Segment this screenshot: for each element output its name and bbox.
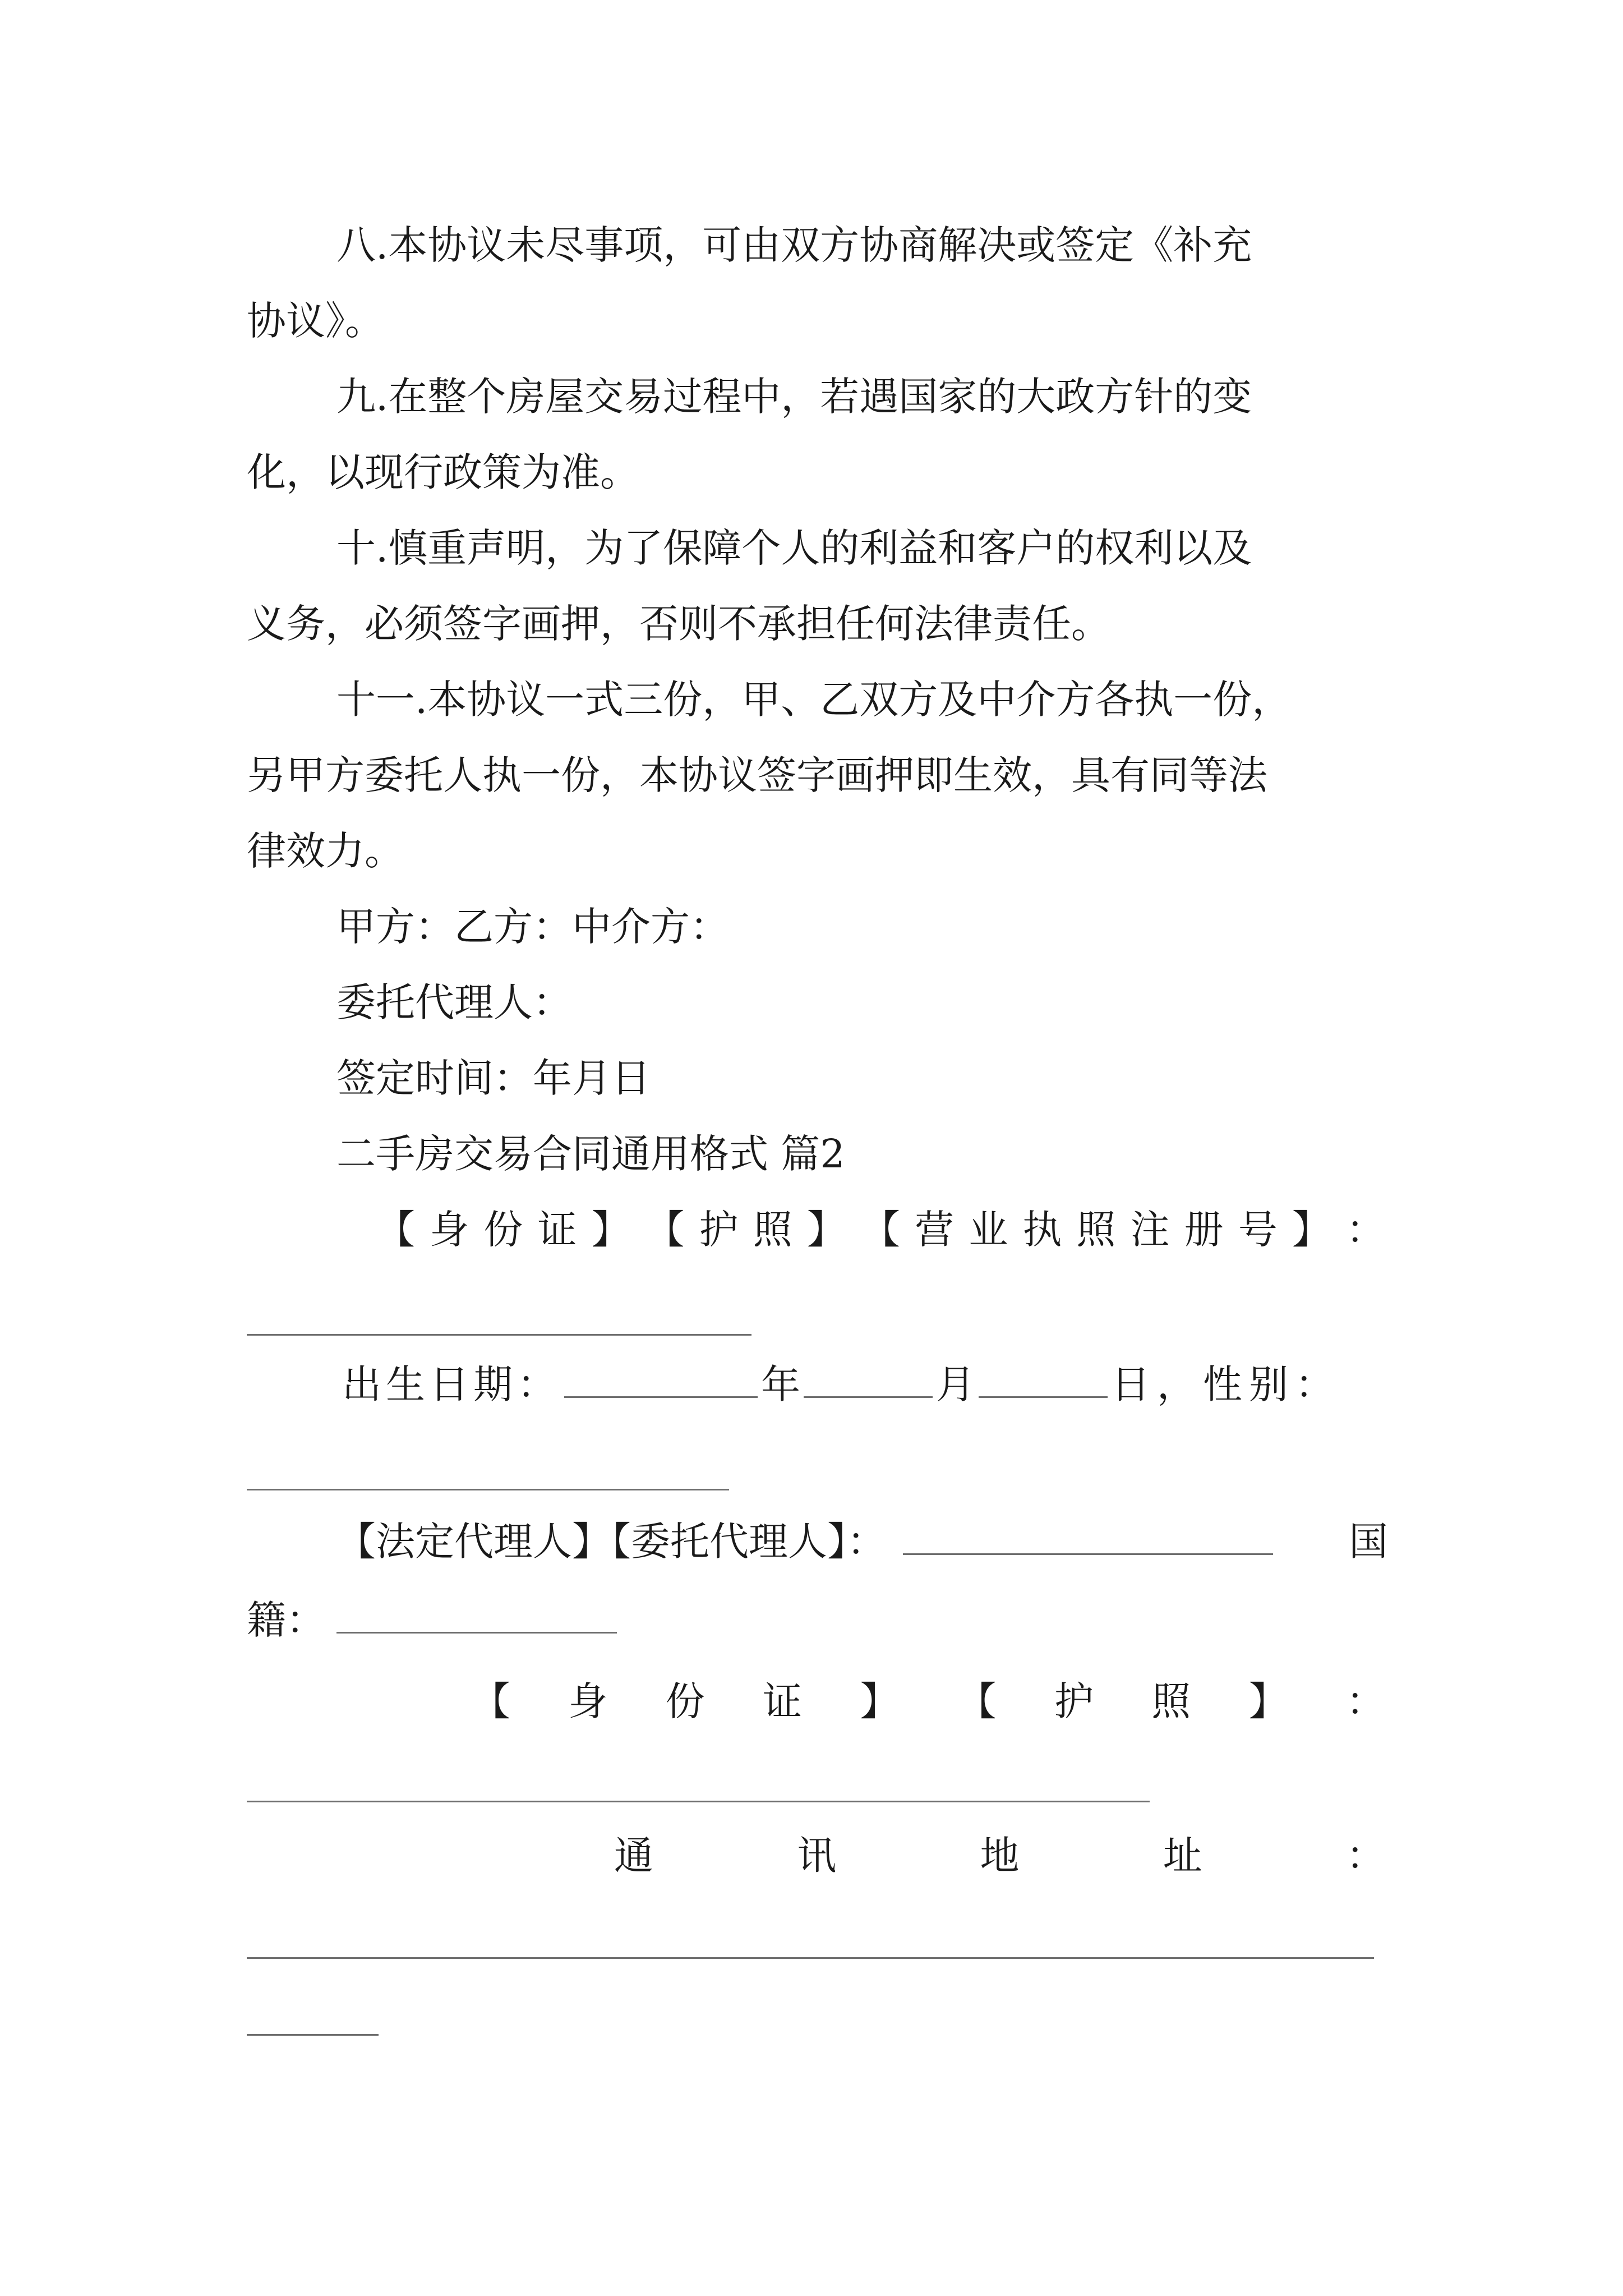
gender-blank bbox=[247, 1489, 729, 1490]
char: 号 bbox=[1238, 1207, 1278, 1253]
char: 份 bbox=[483, 1207, 523, 1253]
clause-10-line-1: 十.慎重声明，为了保障个人的利益和客户的权利以及 bbox=[336, 525, 1252, 571]
char: 址 bbox=[1163, 1833, 1202, 1879]
char: 身 bbox=[430, 1207, 469, 1253]
agent-name-blank bbox=[903, 1514, 1273, 1555]
char: 执 bbox=[1022, 1207, 1062, 1253]
char: 证 bbox=[762, 1678, 802, 1724]
char: 份 bbox=[665, 1678, 705, 1724]
id-document-row-2 bbox=[471, 1673, 1385, 1729]
clause-8-line-2: 协议》。 bbox=[247, 298, 384, 344]
birth-year-blank bbox=[564, 1357, 758, 1398]
char: 注 bbox=[1130, 1207, 1170, 1253]
char: 护 bbox=[699, 1207, 739, 1253]
char: 册 bbox=[1184, 1207, 1224, 1253]
char: 照 bbox=[1076, 1207, 1116, 1253]
clause-11-line-2: 另甲方委托人执一份，本协议签字画押即生效，具有同等法 bbox=[247, 752, 1267, 798]
nationality-row bbox=[0, 1592, 1623, 1648]
clause-9-line-2: 化，以现行政策为准。 bbox=[247, 449, 639, 495]
bracket: 【 bbox=[471, 1678, 510, 1724]
char: 身 bbox=[568, 1678, 608, 1724]
char: 照 bbox=[753, 1207, 792, 1253]
colon: ： bbox=[1345, 1678, 1385, 1724]
bracket: 】 bbox=[806, 1207, 846, 1253]
clause-11-line-1: 十一.本协议一式三份，甲、乙双方及中介方各执一份， bbox=[336, 677, 1292, 723]
birth-month-label: 月 bbox=[936, 1361, 975, 1407]
char: 证 bbox=[537, 1207, 577, 1253]
id-number-blank-2 bbox=[247, 1801, 1150, 1802]
birth-day-blank bbox=[979, 1357, 1108, 1398]
bracket: 】 bbox=[1292, 1207, 1331, 1253]
birth-year-label: 年 bbox=[761, 1361, 800, 1407]
char: 营 bbox=[915, 1207, 955, 1253]
address-row bbox=[614, 1828, 1385, 1884]
address-blank-line-1 bbox=[247, 1957, 1374, 1959]
char: 地 bbox=[980, 1833, 1020, 1879]
nationality-blank bbox=[336, 1593, 617, 1634]
birth-date-row bbox=[342, 1356, 1385, 1412]
nationality-label: 籍： bbox=[247, 1597, 325, 1643]
bracket: 【 bbox=[645, 1207, 685, 1253]
bracket: 【 bbox=[957, 1678, 997, 1724]
birth-label: 出生日期： bbox=[342, 1361, 561, 1407]
signature-agent: 委托代理人： bbox=[336, 979, 572, 1025]
clause-11-line-3: 律效力。 bbox=[247, 828, 404, 874]
colon: ： bbox=[1345, 1207, 1385, 1253]
bracket: 【 bbox=[860, 1207, 900, 1253]
char: 护 bbox=[1054, 1678, 1094, 1724]
clause-8-line-1: 八.本协议未尽事项，可由双方协商解决或签定《补充 bbox=[336, 222, 1252, 268]
signature-parties: 甲方：乙方：中介方： bbox=[336, 904, 729, 950]
id-document-row bbox=[376, 1202, 1385, 1258]
nationality-tail: 国 bbox=[1349, 1519, 1388, 1565]
signature-date: 签定时间：年月日 bbox=[336, 1055, 651, 1101]
bracket: 【 bbox=[376, 1207, 415, 1253]
birth-month-blank bbox=[804, 1357, 933, 1398]
char: 通 bbox=[614, 1833, 653, 1879]
char: 讯 bbox=[797, 1833, 837, 1879]
section-2-heading: 二手房交易合同通用格式 篇2 bbox=[336, 1131, 845, 1177]
clause-9-line-1: 九.在整个房屋交易过程中，若遇国家的大政方针的变 bbox=[336, 374, 1252, 420]
birth-day-gender-label: 日，性别： bbox=[1111, 1361, 1341, 1407]
colon: ： bbox=[1346, 1833, 1385, 1879]
char: 业 bbox=[969, 1207, 1008, 1253]
bracket: 】 bbox=[591, 1207, 631, 1253]
address-blank-line-2 bbox=[247, 2034, 379, 2036]
clause-10-line-2: 义务，必须签字画押，否则不承担任何法律责任。 bbox=[247, 601, 1110, 647]
bracket: 】 bbox=[1248, 1678, 1288, 1724]
bracket: 】 bbox=[860, 1678, 900, 1724]
char: 照 bbox=[1151, 1678, 1191, 1724]
id-number-blank bbox=[247, 1334, 751, 1336]
agent-label: 【法定代理人】【委托代理人】： bbox=[336, 1519, 886, 1565]
